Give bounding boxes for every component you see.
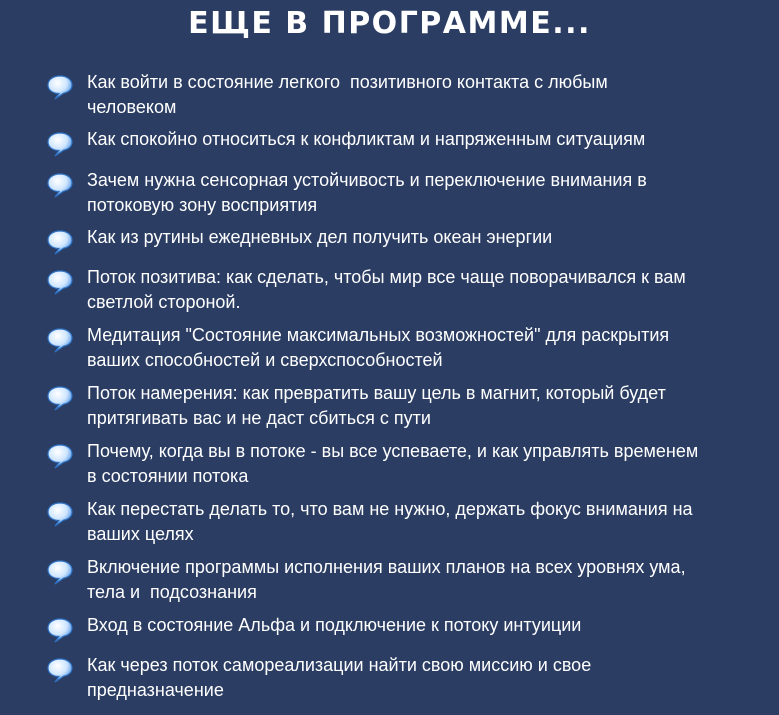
list-item xyxy=(46,225,746,255)
list-item-text: Как перестать делать то, что вам не нужно, держать фокус внимания на ваших целях xyxy=(87,499,693,544)
list-item-text: Медитация "Состояние максимальных возможностей" для раскрытия ваших способностей и сверхспособностей xyxy=(87,325,670,370)
list-item xyxy=(46,70,746,120)
list-item-text: Поток намерения: как превратить вашу цель в магнит, который будет притягивать вас и не даст сбиться с пути xyxy=(87,383,666,428)
list-item xyxy=(46,127,746,157)
list-item xyxy=(46,613,746,643)
list-item xyxy=(46,555,746,605)
list-item xyxy=(46,323,746,373)
speech-bubble-icon xyxy=(46,327,74,353)
list-item-text: Как из рутины ежедневных дел получить океан энергии xyxy=(87,227,553,247)
list-item xyxy=(46,439,746,489)
list-item xyxy=(46,497,746,547)
list-item-text: Вход в состояние Альфа и подключение к потоку интуиции xyxy=(87,615,582,635)
list-item-text: Как спокойно относиться к конфликтам и напряженным ситуациям xyxy=(87,129,646,149)
speech-bubble-icon xyxy=(46,617,74,643)
speech-bubble-icon xyxy=(46,172,74,198)
list-item-text: Как через поток самореализации найти свою миссию и свое предназначение xyxy=(87,655,592,700)
list-item-text: Поток позитива: как сделать, чтобы мир все чаще поворачивался к вам светлой стороной. xyxy=(87,267,686,312)
list-item xyxy=(46,653,746,703)
speech-bubble-icon xyxy=(46,269,74,295)
list-item-text: Включение программы исполнения ваших планов на всех уровнях ума, тела и подсознания xyxy=(87,557,686,602)
speech-bubble-icon xyxy=(46,74,74,100)
speech-bubble-icon xyxy=(46,229,74,255)
speech-bubble-icon xyxy=(46,385,74,411)
list-item xyxy=(46,168,746,218)
list-item xyxy=(46,265,746,315)
speech-bubble-icon xyxy=(46,501,74,527)
list-item-text: Как войти в состояние легкого позитивного контакта с любым человеком xyxy=(87,72,608,117)
speech-bubble-icon xyxy=(46,559,74,585)
list-item-text: Зачем нужна сенсорная устойчивость и переключение внимания в потоковую зону восприятия xyxy=(87,170,647,215)
speech-bubble-icon xyxy=(46,657,74,683)
speech-bubble-icon xyxy=(46,131,74,157)
list-item-text: Почему, когда вы в потоке - вы все успеваете, и как управлять временем в состоянии потока xyxy=(87,441,699,486)
speech-bubble-icon xyxy=(46,443,74,469)
list-item xyxy=(46,381,746,431)
section-title: ЕЩЕ В ПРОГРАММЕ... xyxy=(188,6,591,41)
